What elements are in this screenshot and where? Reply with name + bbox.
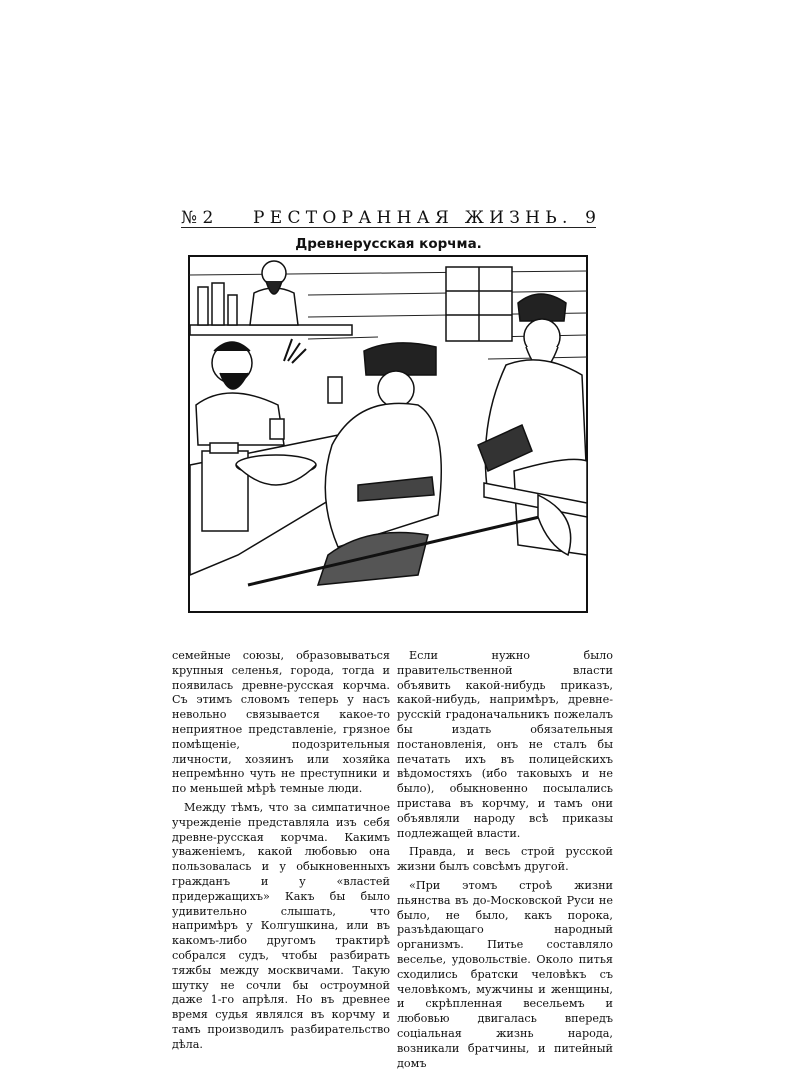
page-number: 9 xyxy=(585,208,596,228)
paragraph: семейные союзы, образовываться крупныя селенья, города, тогда и появилась древне-русская корчма. Съ этимъ словомъ теперь у насъ невольно связывается какое-то неприятное представленіе, грязное помѣщеніе, подозрительныя личности, хозяинъ или хозяйка непремѣнно чуть не преступники и по меньшей мѣрѣ темные люди. xyxy=(172,649,390,796)
paragraph: Между тѣмъ, что за симпатичное учрежденіе представляла изъ себя древне-русская корчма. Какимъ уваженіемъ, какой любовью она пользовалась и у обыкновенныхъ гражданъ и у «властей придержащихъ» Какъ бы было удивительно слышать, что напримѣръ у Колгушкина, или въ какомъ-либо другомъ трактирѣ собрался судъ, чтобы разбирать тяжбы между москвичами. Такую шутку не сочли бы остроумной даже 1-го апрѣля. Но въ древнее время судья являлся въ корчму и тамъ производилъ разбирательство дѣла. xyxy=(172,800,390,1051)
text-column-left xyxy=(172,649,390,1057)
paragraph: Если нужно было правительственной власти объявить какой-нибудь приказъ, какой-нибудь, напримѣръ, древне-русскій градоначальникъ пожелалъ бы издать обязательныя постановленія, онъ не сталъ бы печатать ихъ въ полицейскихъ вѣдомостяхъ (ибо таковыхъ и не было), обыкновенно посылались пристава въ корчму, и тамъ они объявляли народу всѣ приказы подлежащей власти. xyxy=(397,649,613,840)
paragraph: «При этомъ строѣ жизни пьянства въ до-Московской Руси не было, не было, какъ порока, разъѣдающаго народный организмъ. Питье составляло веселье, удовольствіе. Около питья сходились братски человѣкъ съ человѣкомъ, мужчины и женщины, и скрѣпленная весельемъ и любовью двигалась впередъ соціальная жизнь народа, возникали братчины, и питейный домъ xyxy=(397,878,613,1070)
paragraph: Правда, и весь строй русской жизни былъ совсѣмъ другой. xyxy=(397,845,613,874)
tavern-illustration xyxy=(188,255,588,613)
text-column-right xyxy=(397,649,613,1075)
illustration-caption: Древнерусская корчма. xyxy=(295,236,482,252)
issue-number: № 2 xyxy=(181,208,214,228)
journal-title: РЕСТОРАННАЯ ЖИЗНЬ. xyxy=(253,208,573,228)
header-rule xyxy=(181,227,596,228)
